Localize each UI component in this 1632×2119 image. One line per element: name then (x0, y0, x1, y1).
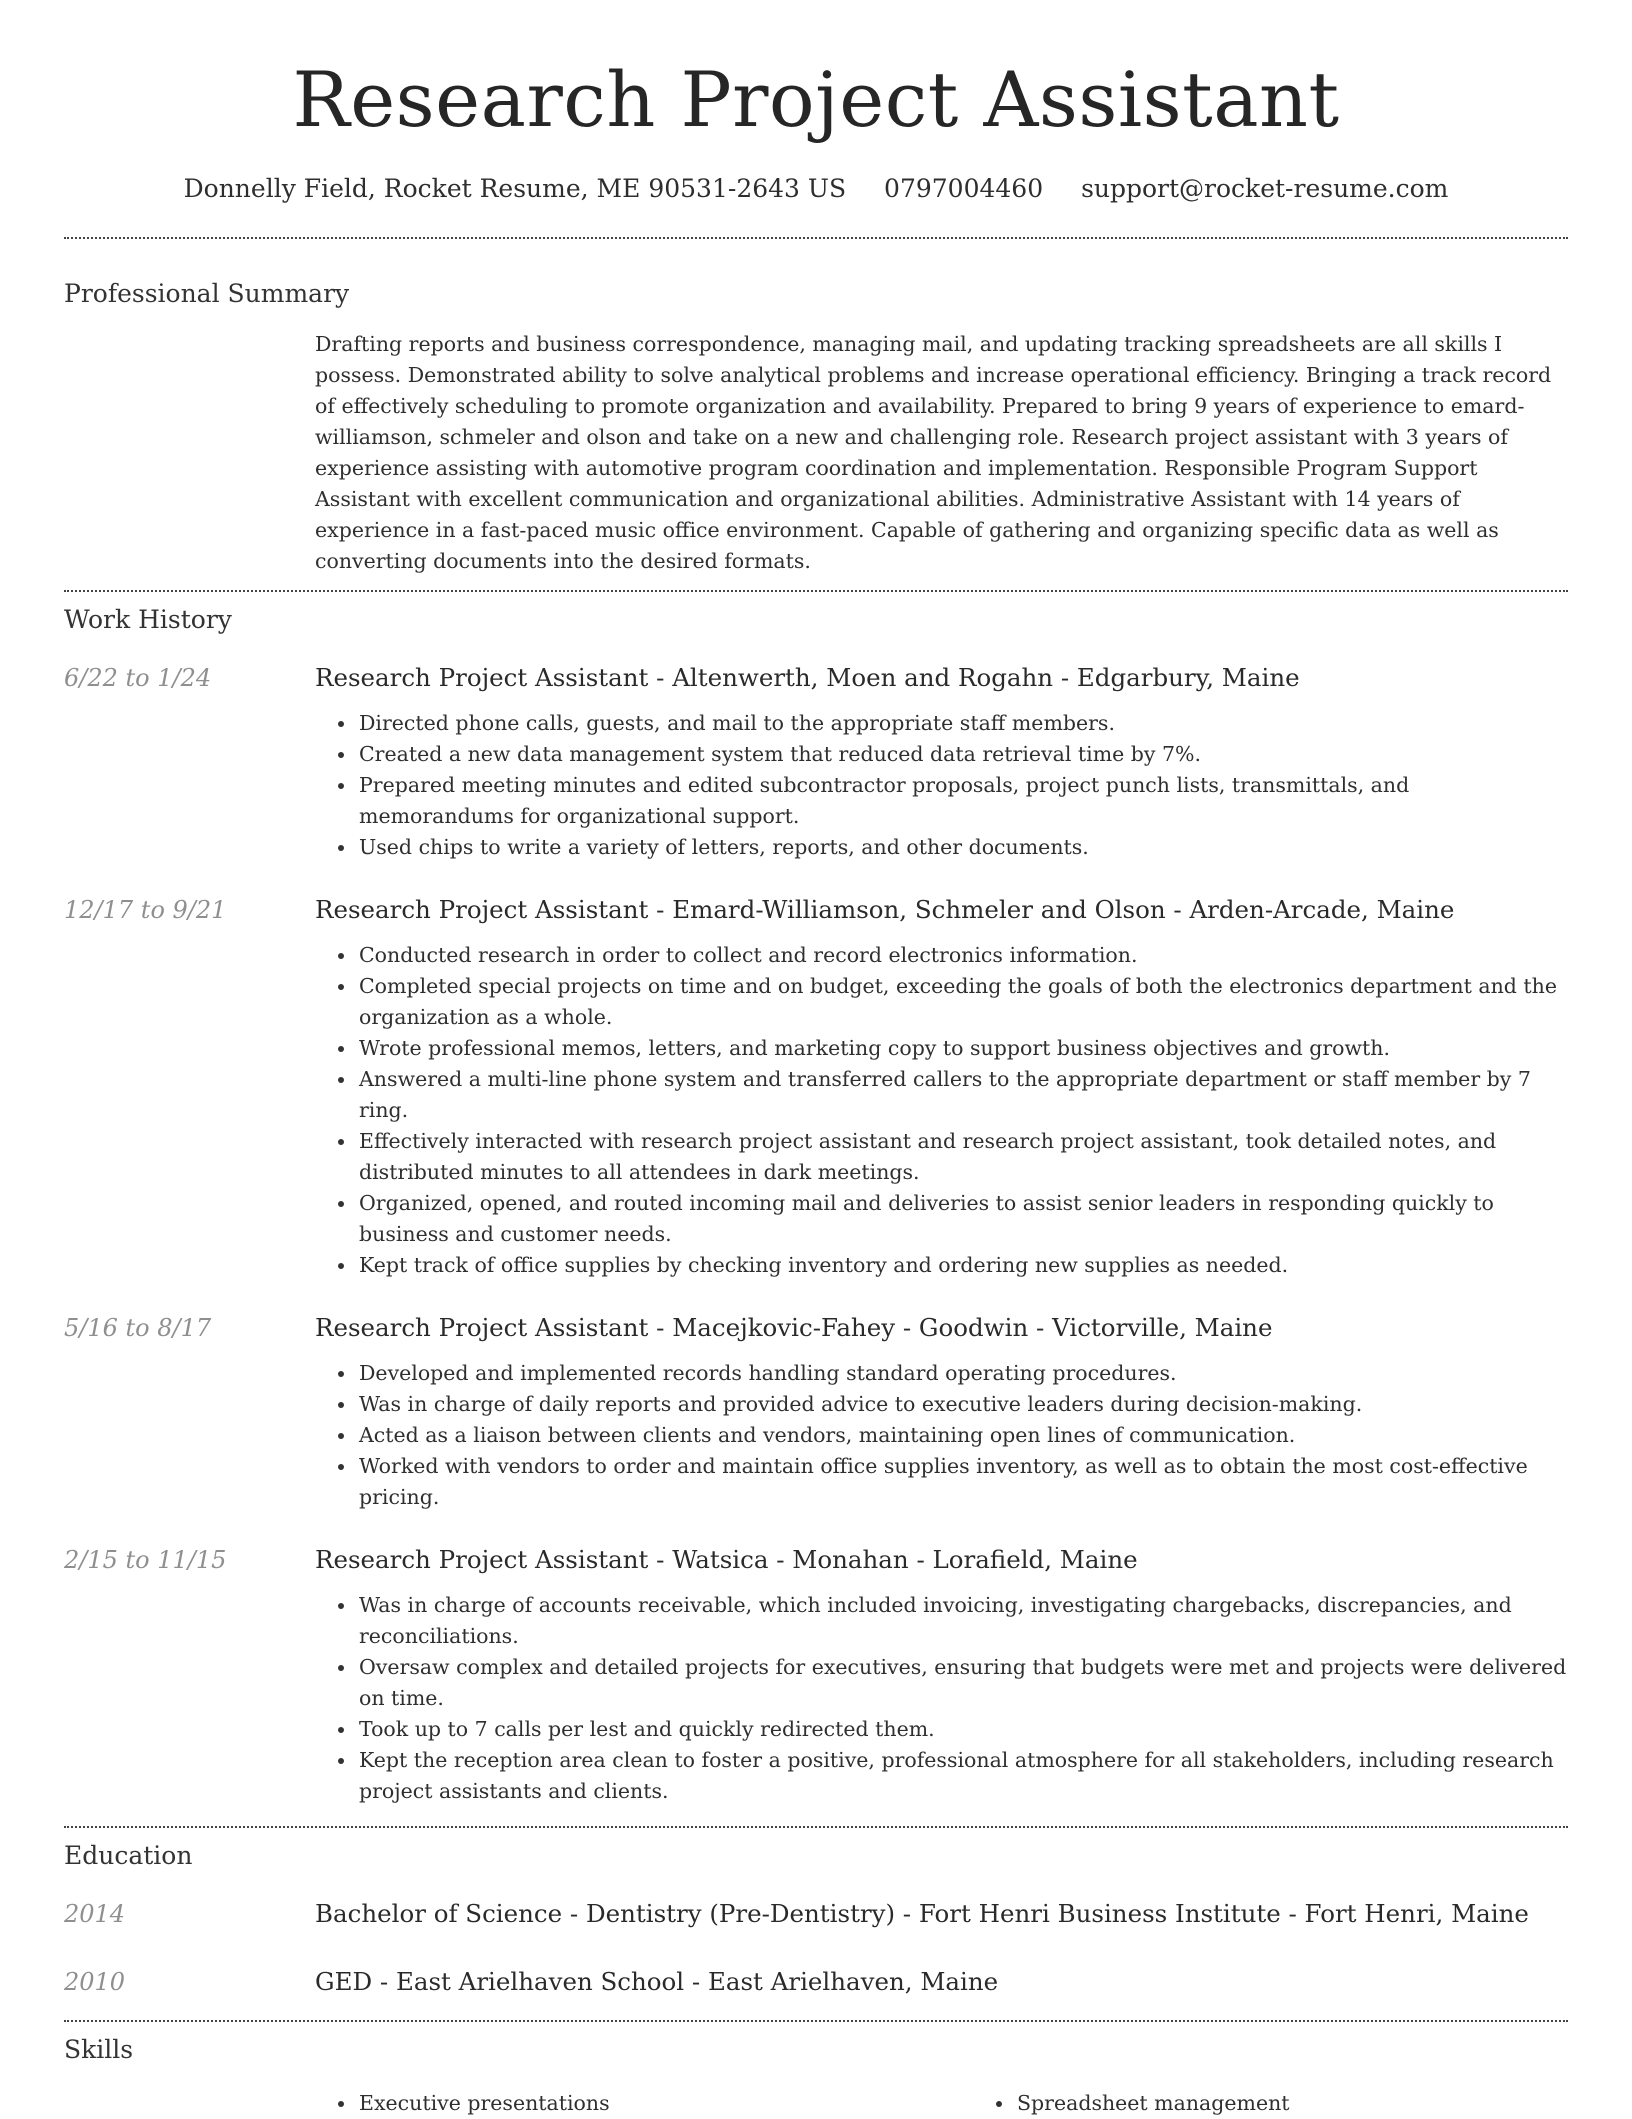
job-entry (64, 1543, 1568, 1807)
job-dates: 5/16 to 8/17 (64, 1314, 212, 1342)
bullet-item: Kept the reception area clean to foster a positive, professional atmosphere for all stakeholders, including research project assistants and clients. (359, 1745, 1568, 1807)
job-dates: 2/15 to 11/15 (64, 1546, 227, 1574)
bullet-item: Directed phone calls, guests, and mail to the appropriate staff members. (359, 708, 1568, 739)
bullet-item: Kept track of office supplies by checking inventory and ordering new supplies as needed. (359, 1250, 1568, 1281)
job-entry (64, 893, 1568, 1281)
bullet-item: Was in charge of accounts receivable, which included invoicing, investigating chargebacks, discrepancies, and reconciliations. (359, 1590, 1568, 1652)
education-entry (64, 1965, 1568, 1999)
bullet-item: Took up to 7 calls per lest and quickly redirected them. (359, 1714, 1568, 1745)
section-heading-work-history: Work History (64, 605, 232, 634)
bullet-item: Used chips to write a variety of letters, reports, and other documents. (359, 832, 1568, 863)
bullet-item: Effectively interacted with research project assistant and research project assistant, took detailed notes, and distributed minutes to all attendees in dark meetings. (359, 1126, 1568, 1188)
job-details (315, 893, 1568, 1281)
divider (64, 2020, 1568, 2022)
bullet-item: Answered a multi-line phone system and transferred callers to the appropriate department or staff member by 7 ring. (359, 1064, 1568, 1126)
summary-row (64, 329, 1568, 577)
education-title: GED - East Arielhaven School - East Arielhaven, Maine (315, 1967, 999, 1996)
contact-line (64, 172, 1568, 206)
job-details (315, 1543, 1568, 1807)
bullet-item: Acted as a liaison between clients and vendors, maintaining open lines of communication. (359, 1420, 1568, 1451)
education-year: 2010 (64, 1968, 126, 1996)
skills-row (64, 2088, 1568, 2119)
skills-section (64, 2033, 1568, 2119)
bullet-item: Oversaw complex and detailed projects for executives, ensuring that budgets were met and projects were delivered on time. (359, 1652, 1568, 1714)
job-bullets (315, 940, 1568, 1281)
job-title: Research Project Assistant - Emard-Williamson, Schmeler and Olson - Arden-Arcade, Maine (315, 895, 1455, 924)
section-heading-education: Education (64, 1841, 193, 1870)
job-dates: 12/17 to 9/21 (64, 896, 227, 924)
work-history-section (64, 603, 1568, 1807)
job-entry (64, 661, 1568, 863)
bullet-item: Created a new data management system that reduced data retrieval time by 7%. (359, 739, 1568, 770)
summary-text: Drafting reports and business correspondence, managing mail, and updating tracking spreadsheets are all skills I possess. Demonstrated ability to solve analytical problems and increase operational efficiency. Bringing a track record of effectively scheduling to promote organization and availability. Prepared to bring 9 years of experience to emard-williamson, schmeler and olson and take on a new and challenging role. Research project assistant with 3 years of experience assisting with automotive program coordination and implementation. Responsible Program Support Assistant with excellent communication and organizational abilities. Administrative Assistant with 14 years of experience in a fast-paced music office environment. Capable of gathering and organizing specific data as well as converting documents into the desired formats. (315, 332, 1552, 573)
job-bullets (315, 1590, 1568, 1807)
job-details (315, 1311, 1568, 1513)
bullet-item: Was in charge of daily reports and provided advice to executive leaders during decision-making. (359, 1389, 1568, 1420)
bullet-item: Conducted research in order to collect and record electronics information. (359, 940, 1568, 971)
bullet-item: Wrote professional memos, letters, and marketing copy to support business objectives and growth. (359, 1033, 1568, 1064)
summary-section (64, 277, 1568, 577)
summary-spacer (64, 329, 315, 577)
skill-item: Executive presentations (359, 2088, 973, 2119)
divider (64, 237, 1568, 239)
contact-email: support@rocket-resume.com (1081, 174, 1449, 203)
education-year: 2014 (64, 1900, 126, 1928)
skills-spacer (64, 2088, 315, 2119)
contact-phone: 0797004460 (884, 174, 1044, 203)
job-bullets (315, 1358, 1568, 1513)
bullet-item: Organized, opened, and routed incoming mail and deliveries to assist senior leaders in responding quickly to business and customer needs. (359, 1188, 1568, 1250)
skill-item: Spreadsheet management (1017, 2088, 1631, 2119)
bullet-item: Prepared meeting minutes and edited subcontractor proposals, project punch lists, transmittals, and memorandums for organizational support. (359, 770, 1568, 832)
education-entry (64, 1897, 1568, 1931)
bullet-item: Worked with vendors to order and maintain office supplies inventory, as well as to obtain the most cost-effective pricing. (359, 1451, 1568, 1513)
job-title: Research Project Assistant - Altenwerth, Moen and Rogahn - Edgarbury, Maine (315, 663, 1300, 692)
divider (64, 1826, 1568, 1828)
education-section (64, 1839, 1568, 1999)
education-title: Bachelor of Science - Dentistry (Pre-Dentistry) - Fort Henri Business Institute - Fort Henri, Maine (315, 1899, 1529, 1928)
skills-column (973, 2088, 1631, 2119)
divider (64, 590, 1568, 592)
job-details (315, 661, 1568, 863)
resume-title: Research Project Assistant (292, 55, 1340, 144)
contact-address: Donnelly Field, Rocket Resume, ME 90531-2643 US (183, 174, 847, 203)
section-heading-skills: Skills (64, 2035, 134, 2064)
skills-grid (315, 2088, 1631, 2119)
skills-column (315, 2088, 973, 2119)
job-entry (64, 1311, 1568, 1513)
job-title: Research Project Assistant - Watsica - Monahan - Lorafield, Maine (315, 1545, 1138, 1574)
job-title: Research Project Assistant - Macejkovic-Fahey - Goodwin - Victorville, Maine (315, 1313, 1273, 1342)
bullet-item: Developed and implemented records handling standard operating procedures. (359, 1358, 1568, 1389)
bullet-item: Completed special projects on time and on budget, exceeding the goals of both the electronics department and the organization as a whole. (359, 971, 1568, 1033)
section-heading-summary: Professional Summary (64, 279, 350, 308)
job-bullets (315, 708, 1568, 863)
job-dates: 6/22 to 1/24 (64, 664, 212, 692)
